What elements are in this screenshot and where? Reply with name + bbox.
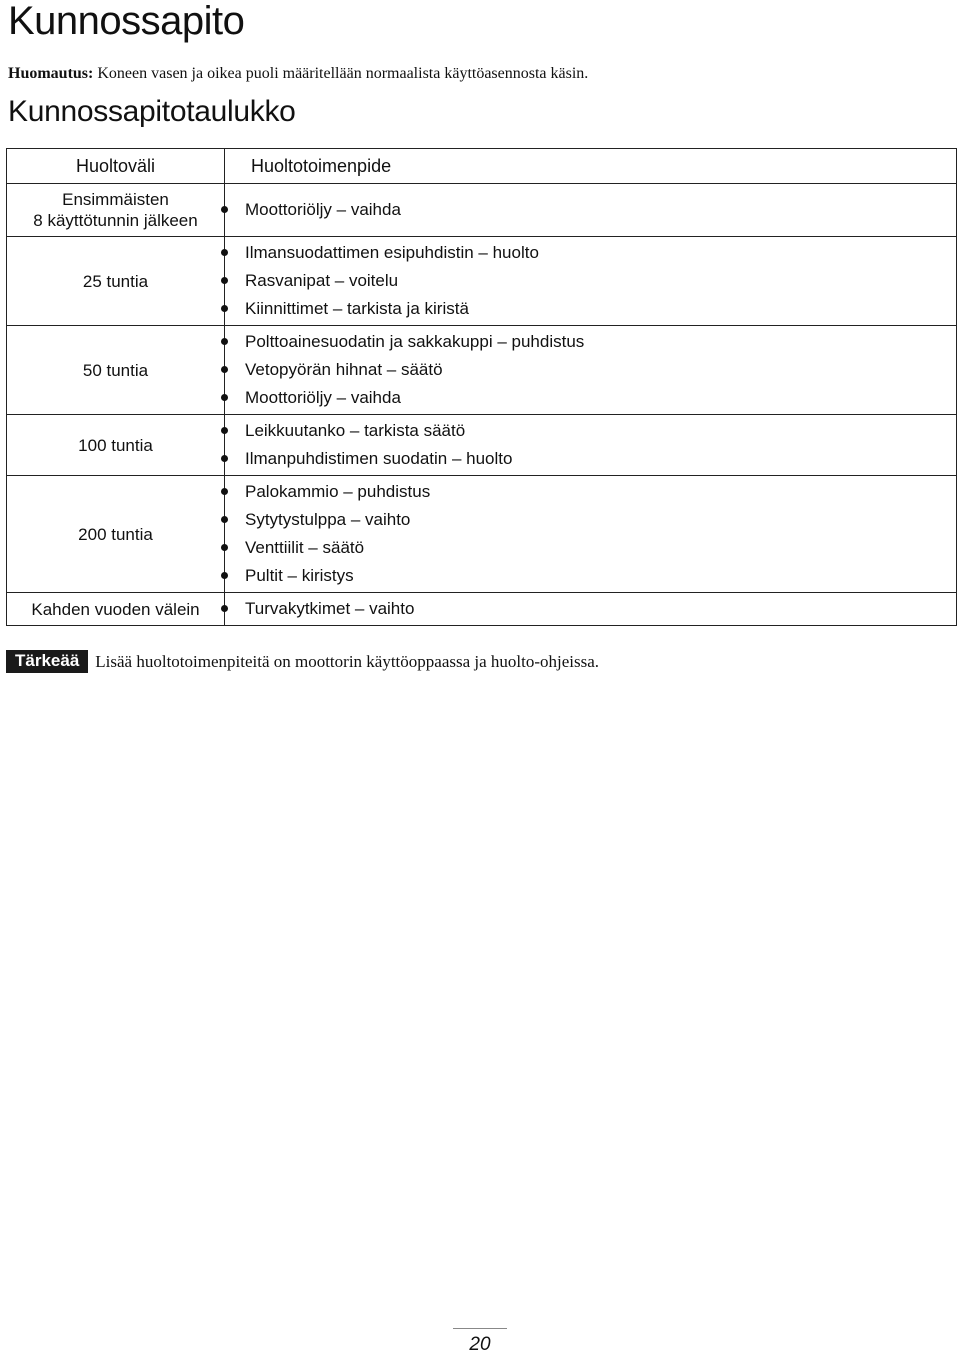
table-row: [7, 593, 957, 626]
action-text: Ilmanpuhdistimen suodatin – huolto: [245, 449, 513, 468]
action-text: Kiinnittimet – tarkista ja kiristä: [245, 299, 469, 318]
bullet-icon: [221, 605, 228, 612]
list-item: [225, 196, 956, 224]
interval-line: 25 tuntia: [82, 271, 149, 291]
action-text: Moottoriöljy – vaihda: [245, 388, 401, 407]
page-title: Kunnossapito: [8, 0, 245, 43]
table-row: [7, 184, 957, 237]
action-list: [225, 417, 956, 473]
interval-cell: [7, 326, 225, 415]
list-item: [225, 328, 956, 356]
action-list: [225, 328, 956, 412]
action-text: Pultit – kiristys: [245, 566, 354, 585]
action-list: [225, 196, 956, 224]
list-item: [225, 295, 956, 323]
list-item: [225, 384, 956, 412]
footer-divider: [453, 1328, 507, 1329]
bullet-icon: [221, 427, 228, 434]
bullet-icon: [221, 277, 228, 284]
action-text: Turvakytkimet – vaihto: [245, 599, 415, 618]
actions-cell: [225, 415, 957, 476]
list-item: [225, 445, 956, 473]
note: [8, 64, 588, 84]
interval-cell: [7, 184, 225, 237]
list-item: [225, 562, 956, 590]
list-item: [225, 506, 956, 534]
interval-cell: [7, 415, 225, 476]
bullet-icon: [221, 516, 228, 523]
actions-cell: [225, 184, 957, 237]
actions-cell: [225, 593, 957, 626]
bullet-icon: [221, 544, 228, 551]
header-interval: Huoltoväli: [7, 149, 225, 184]
action-text: Ilmansuodattimen esipuhdistin – huolto: [245, 243, 539, 262]
action-text: Palokammio – puhdistus: [245, 482, 431, 501]
interval-line: 50 tuntia: [82, 360, 149, 380]
interval-cell: [7, 476, 225, 593]
header-action: Huoltotoimenpide: [225, 149, 957, 184]
interval-cell: [7, 593, 225, 626]
interval-line: Kahden vuoden välein: [31, 599, 200, 619]
list-item: [225, 478, 956, 506]
bullet-icon: [221, 572, 228, 579]
interval-line: Ensimmäisten: [62, 190, 169, 209]
action-text: Moottoriöljy – vaihda: [245, 200, 401, 219]
table-row: [7, 326, 957, 415]
bullet-icon: [221, 488, 228, 495]
table-header-row: [7, 149, 957, 184]
actions-cell: [225, 326, 957, 415]
important-badge: Tärkeää: [6, 650, 88, 673]
bullet-icon: [221, 394, 228, 401]
action-list: [225, 478, 956, 590]
list-item: [225, 239, 956, 267]
action-text: Rasvanipat – voitelu: [245, 271, 399, 290]
list-item: [225, 417, 956, 445]
table-row: [7, 237, 957, 326]
table-row: [7, 476, 957, 593]
note-text: Koneen vasen ja oikea puoli määritellään normaalista käyttöasennosta käsin.: [93, 65, 589, 82]
important-text: Lisää huoltotoimenpiteitä on moottorin käyttöoppaassa ja huolto-ohjeissa.: [95, 651, 600, 671]
maintenance-table: [6, 148, 957, 626]
action-list: [225, 595, 956, 623]
page-number: 20: [469, 1334, 491, 1355]
important-notice: [6, 650, 599, 673]
bullet-icon: [221, 249, 228, 256]
bullet-icon: [221, 338, 228, 345]
actions-cell: [225, 476, 957, 593]
bullet-icon: [221, 455, 228, 462]
list-item: [225, 356, 956, 384]
actions-cell: [225, 237, 957, 326]
bullet-icon: [221, 305, 228, 312]
bullet-icon: [221, 366, 228, 373]
action-text: Venttiilit – säätö: [245, 538, 365, 557]
table-row: [7, 415, 957, 476]
action-text: Sytytystulppa – vaihto: [245, 510, 411, 529]
list-item: [225, 595, 956, 623]
interval-line: 8 käyttötunnin jälkeen: [33, 211, 198, 230]
note-label: Huomautus:: [8, 65, 94, 82]
interval-cell: [7, 237, 225, 326]
interval-line: 200 tuntia: [78, 524, 153, 544]
section-title: Kunnossapitotaulukko: [8, 95, 296, 128]
action-text: Vetopyörän hihnat – säätö: [245, 360, 443, 379]
action-list: [225, 239, 956, 323]
bullet-icon: [221, 206, 228, 213]
action-text: Polttoainesuodatin ja sakkakuppi – puhdistus: [245, 332, 585, 351]
action-text: Leikkuutanko – tarkista säätö: [245, 421, 466, 440]
interval-line: 100 tuntia: [78, 435, 153, 455]
list-item: [225, 267, 956, 295]
list-item: [225, 534, 956, 562]
